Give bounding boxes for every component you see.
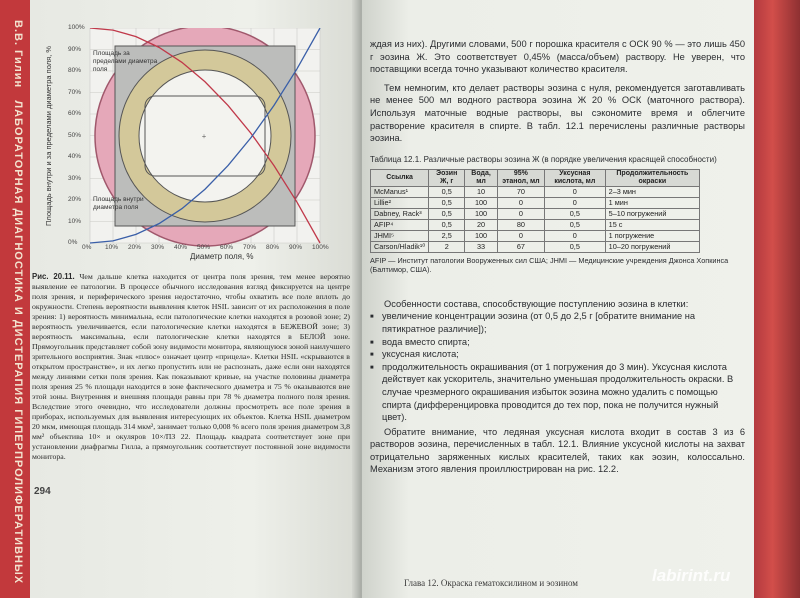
y-tick-label: 90%: [68, 45, 82, 53]
y-tick-label: 50%: [68, 131, 82, 139]
table-cell: 2–3 мин: [605, 186, 699, 197]
table-cell: 0,5: [429, 186, 465, 197]
table-cell: Dabney, Rack³: [371, 208, 429, 219]
table-row: [371, 208, 700, 219]
x-tick-label: 70%: [243, 244, 257, 251]
table-cell: Lillie²: [371, 197, 429, 208]
table-cell: McManus¹: [371, 186, 429, 197]
watermark-logo: labirint.ru: [652, 566, 731, 585]
bullet-item: ■ вода вместо спирта;: [382, 336, 745, 349]
table-header-cell: Вода, мл: [465, 169, 498, 186]
table-cell: 10: [465, 186, 498, 197]
table-cell: 0: [545, 230, 606, 241]
table-header-cell: 95% этанол, мл: [497, 169, 544, 186]
table-cell: 0: [497, 230, 544, 241]
chart-ylabel: Площадь внутри и за пределами диаметра поля, %: [44, 46, 53, 226]
table-cell: 1 погружение: [605, 230, 699, 241]
table-cell: 0,5: [545, 241, 606, 252]
table-row: [371, 230, 700, 241]
x-tick-label: 40%: [174, 244, 188, 251]
x-tick-label: 30%: [151, 244, 165, 251]
page-footer: Глава 12. Окраска гематоксилином и эозином: [404, 578, 579, 588]
table-body: [371, 186, 700, 252]
paragraph-1: ждая из них). Другими словами, 500 г порошка красителя с ОСК 90 % — это лишь 450 г эозина Ж. Это соответствует 0,45% (масса/объем) раствору. Не уверен, что поставщики всегда точно указывают количество красителя.: [370, 39, 745, 75]
figure-caption: [32, 272, 350, 462]
x-tick-label: 90%: [289, 244, 303, 251]
table-cell: 0,5: [545, 219, 606, 230]
table-header-cell: Эозин Ж, г: [429, 169, 465, 186]
paragraph-4: Обратите внимание, что ледяная уксусная кислота входит в состав 3 из 6 растворов эозина, перечисленных в табл. 12.1. Влияние уксусной кислоты на захват отрицательно заряженных кислых красителей, таких как эозин, колоссально. Механизм этого явления проиллюстрирован на рис. 12.2.: [370, 426, 745, 475]
table-footnote: AFIP — Институт патологии Вооруженных сил США; JHMI — Медицинские учреждения Джонса Хопкинса (Балтимор, США).: [370, 255, 729, 274]
table-cell: 80: [497, 219, 544, 230]
book-cover-edge: [754, 0, 800, 598]
table-cell: Carson/Hladik¹⁰: [371, 241, 429, 252]
table-cell: 0: [497, 208, 544, 219]
table-cell: 1 мин: [605, 197, 699, 208]
caption-text: Чем дальше клетка находится от центра поля зрения, тем менее вероятно выявление ее патологии. В процессе обычного исследования взгляд фиксируется на центре поля зрения, и периферического зрения недостаточно, чтобы охватить все поле вплоть до окружности. Степень вероятности выявления клеток HSIL зависит от их расположения в поле зрения: 1) вероятность минимальна, если патологические клетки находятся в розовой зоне; 2) вероятность увеличивается, если патологические клетки находятся в БЕЖЕВОЙ зоне; 3) вероятность максимальна, если патологические клетки находятся в БЕЛОЙ зоне. Прямоугольник представляет собой зону видимости монитора, являющуюся зоной наилучшего зрительного восприятия. Знак «плюс» означает центр «прицела». Клетки HSIL «скрываются в открытом пространстве», и их легко пропустить или не распознать, даже если они находятся между линиями сетки поля зрения. Как показывают кривые, на участке половины диаметра поля зрения 25 % площади находится в зоне фактического диаметра и 75 % оказываются вне этой зоны. Внутренняя и внешняя площади равны при 78 % диаметра полного поля зрения. Вследствие этого очевидно, что исследователи должны просмотреть все поле зрения в приборах, используемых для выявления интересующих их объектов. Клетка HSIL диаметром 20 мкм, имеющая площадь 314 мкм², занимает только 0,008 % всего поля зрения диаметром 3,8 мм² объектива 10× и окуляров 10×/ПЗ 22. Площадь квадрата соответствует зоне при установлении диафрагмы Гилла, а прямоугольник соответствует постоянной зоне видимости монитора.: [32, 272, 350, 461]
table-cell: 33: [465, 241, 498, 252]
bullet-list: [370, 310, 745, 423]
table-cell: 67: [497, 241, 544, 252]
table-cell: 10–20 погружений: [605, 241, 699, 252]
label-outside-area: Площадь за пределами диаметра поля: [93, 50, 158, 73]
table-header-row: [371, 169, 700, 186]
center-plus: +: [201, 132, 207, 141]
table-row: [371, 186, 700, 197]
bullet-item: ■ уксусная кислота;: [382, 348, 745, 361]
table-header-cell: Уксусная кислота, мл: [545, 169, 606, 186]
table-row: [371, 197, 700, 208]
figure-chart: [60, 28, 360, 268]
table-cell: 100: [465, 230, 498, 241]
paragraph-2: Тем немногим, кто делает растворы эозина с нуля, рекомендуется заготавливать не менее 500 мл водного раствора эозина Ж 20 % ОСК (маточного раствора). Используя маточные водные растворы, вы сэкономите время и облегчите растворение красителя в спирте. В табл. 12.1 перечислены различные растворы эозина.: [370, 82, 745, 144]
table-header-cell: Продолжительность окраски: [605, 169, 699, 186]
caption-label: Рис. 20.11.: [32, 272, 75, 281]
table-cell: JHMI⁵: [371, 230, 429, 241]
table-cell: 70: [497, 186, 544, 197]
y-tick-label: 20%: [68, 196, 82, 203]
paragraph-3: Особенности состава, способствующие поступлению эозина в клетки:: [384, 298, 689, 309]
table-cell: 2,5: [429, 230, 465, 241]
x-tick-label: 80%: [266, 244, 280, 251]
y-tick-label: 100%: [68, 24, 85, 31]
x-tick-label: 50%: [197, 244, 211, 251]
label-inside-area: Площадь внутри диаметра поля: [93, 196, 144, 211]
spine-text: В.В. Гилин ЛАБОРАТОРНАЯ ДИАГНОСТИКА И ДИСТЕРАПИЯ ГИПЕРПРОЛИФЕРАТИВНЫХ: [12, 20, 24, 585]
table-header-cell: Ссылка: [371, 169, 429, 186]
eosin-table: [370, 169, 700, 253]
x-tick-label: 20%: [128, 244, 142, 251]
y-tick-label: 60%: [68, 110, 82, 117]
table-cell: 0,5: [429, 197, 465, 208]
table-cell: 0,5: [429, 208, 465, 219]
right-column: [370, 38, 745, 476]
y-tick-label: 40%: [68, 153, 82, 160]
table-cell: 5–10 погружений: [605, 208, 699, 219]
table-cell: 100: [465, 208, 498, 219]
table-row: [371, 241, 700, 252]
x-tick-label: 100%: [312, 244, 329, 251]
table-cell: 0: [497, 197, 544, 208]
table-cell: 0: [545, 186, 606, 197]
table-title: Таблица 12.1. Различные растворы эозина Ж (в порядке увеличения красящей способности): [370, 154, 717, 164]
y-tick-label: 10%: [68, 217, 82, 225]
table-cell: AFIP⁴: [371, 219, 429, 230]
table-cell: 15 с: [605, 219, 699, 230]
y-tick-label: 80%: [68, 67, 82, 74]
y-tick-label: 70%: [68, 88, 82, 96]
table-cell: 0,5: [429, 219, 465, 230]
table-cell: 100: [465, 197, 498, 208]
table-cell: 0,5: [545, 208, 606, 219]
x-tick-label: 10%: [105, 244, 119, 251]
chart-xlabel: Диаметр поля, %: [190, 252, 254, 261]
table-cell: 0: [545, 197, 606, 208]
x-tick-label: 60%: [220, 244, 234, 251]
table-cell: 2: [429, 241, 465, 252]
bullet-item: ■ увеличение концентрации эозина (от 0,5 до 2,5 г [обратите внимание на пятикратное различие]);: [382, 310, 745, 335]
page-number: 294: [34, 486, 51, 497]
y-tick-label: 30%: [68, 174, 82, 182]
bullet-item: ■ продолжительность окрашивания (от 1 погружения до 3 мин). Уксусная кислота действует как ускоритель, значительно уменьшая продолжительность окраски. В случае чрезмерного окрашивания избыток эозина можно удалить с помощью спирта (дифференцировка проводится до тех пор, пока не получится нужный цвет).: [382, 361, 745, 424]
table-cell: 20: [465, 219, 498, 230]
x-tick-label: 0%: [82, 244, 92, 251]
table-row: [371, 219, 700, 230]
y-tick-label: 0%: [68, 239, 78, 246]
